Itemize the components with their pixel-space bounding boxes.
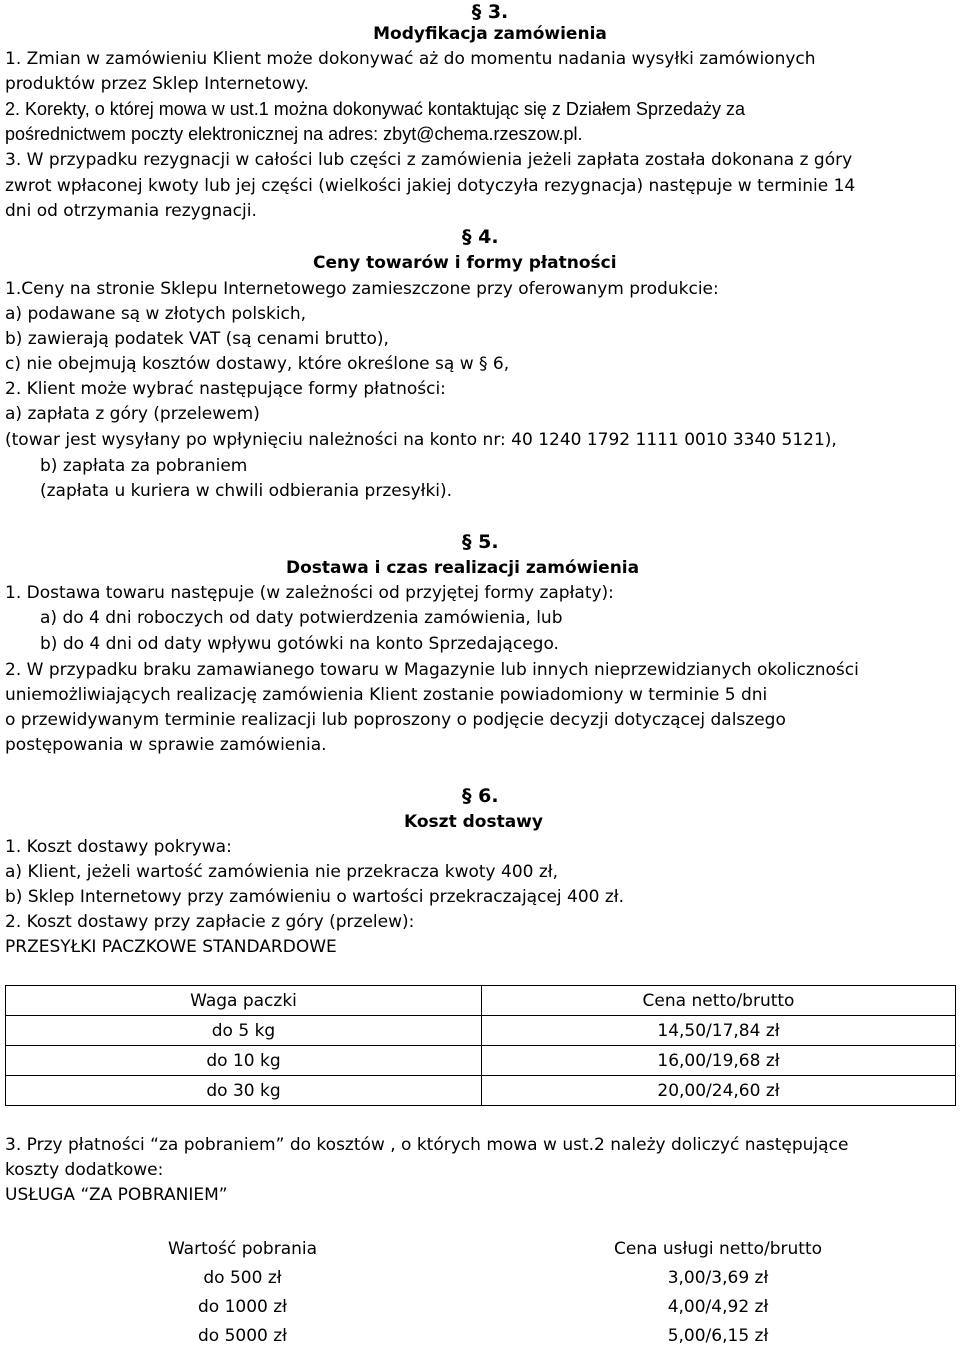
section-4-line: 2. Klient może wybrać następujące formy płatności:	[5, 379, 446, 399]
section-6-line: PRZESYŁKI PACZKOWE STANDARDOWE	[5, 937, 337, 957]
table-row	[6, 1016, 956, 1046]
section-6-line: 2. Koszt dostawy przy zapłacie z góry (przelew):	[5, 912, 415, 932]
section-5-line: postępowania w sprawie zamówienia.	[5, 735, 327, 755]
table-row	[5, 1321, 956, 1350]
table-cell: do 5000 zł	[197, 1325, 288, 1346]
section-3-line: dni od otrzymania rezygnacji.	[5, 201, 257, 221]
section-4-number: § 4.	[462, 226, 499, 248]
section-4-line: a) podawane są w złotych polskich,	[5, 304, 307, 324]
table-cell: 16,00/19,68 zł	[482, 1046, 956, 1076]
section-6-line: 3. Przy płatności “za pobraniem” do kosztów , o których mowa w ust.2 należy doliczyć następujące	[5, 1135, 849, 1155]
section-5-line: 1. Dostawa towaru następuje (w zależności od przyjętej formy zapłaty):	[5, 583, 614, 603]
section-3-title: Modyfikacja zamówienia	[373, 24, 607, 44]
table-header-row	[5, 1234, 956, 1263]
section-4-line: (zapłata u kuriera w chwili odbierania przesyłki).	[40, 481, 453, 501]
section-5-number: § 5.	[462, 531, 499, 553]
section-3-line: zwrot wpłaconej kwoty lub jej części (wielkości jakiej dotyczyła rezygnacja) następuje w terminie 14	[5, 176, 856, 196]
section-6-line: koszty dodatkowe:	[5, 1160, 164, 1180]
table-cell: 4,00/4,92 zł	[667, 1296, 769, 1317]
section-3-line: 2. Korekty, o której mowa w ust.1 można dokonywać kontaktując się z Działem Sprzedaży za	[5, 99, 745, 119]
section-4-line: b) zapłata za pobraniem	[40, 456, 248, 476]
table-cell: 5,00/6,15 zł	[667, 1325, 769, 1346]
section-6-title: Koszt dostawy	[404, 812, 543, 832]
delivery-cost-table	[5, 985, 956, 1106]
table-cell: do 1000 zł	[197, 1296, 288, 1317]
section-5-title: Dostawa i czas realizacji zamówienia	[286, 558, 640, 578]
table-row	[5, 1263, 956, 1292]
section-4-line: b) zawierają podatek VAT (są cenami brutto),	[5, 329, 389, 349]
section-4-line: (towar jest wysyłany po wpłynięciu należności na konto nr: 40 1240 1792 1111 0010 3340 5121),	[5, 430, 837, 450]
section-6-line: a) Klient, jeżeli wartość zamówienia nie przekracza kwoty 400 zł,	[5, 862, 559, 882]
section-5-line: a) do 4 dni roboczych od daty potwierdzenia zamówienia, lub	[40, 608, 563, 628]
section-5-line: b) do 4 dni od daty wpływu gotówki na konto Sprzedającego.	[40, 634, 559, 654]
section-6-line: b) Sklep Internetowy przy zamówieniu o wartości przekraczającej 400 zł.	[5, 887, 625, 907]
section-3-line: 3. W przypadku rezygnacji w całości lub części z zamówienia jeżeli zapłata została dokonana z góry	[5, 150, 853, 170]
table-header-cell: Cena netto/brutto	[482, 986, 956, 1016]
section-5-line: 2. W przypadku braku zamawianego towaru w Magazynie lub innych nieprzewidzianych okoliczności	[5, 660, 859, 680]
section-6-number: § 6.	[462, 785, 499, 807]
table-cell: 3,00/3,69 zł	[667, 1267, 769, 1288]
section-3-number: § 3.	[471, 1, 509, 23]
table-row	[6, 1046, 956, 1076]
table-cell: do 10 kg	[6, 1046, 482, 1076]
table-cell: do 30 kg	[6, 1076, 482, 1106]
table-cell: 20,00/24,60 zł	[482, 1076, 956, 1106]
table-cell: do 500 zł	[203, 1267, 282, 1288]
table-row	[5, 1292, 956, 1321]
section-4-line: a) zapłata z góry (przelewem)	[5, 404, 260, 424]
section-4-title: Ceny towarów i formy płatności	[313, 253, 617, 273]
section-4-line: 1.Ceny na stronie Sklepu Internetowego zamieszczone przy oferowanym produkcie:	[5, 279, 719, 299]
table-cell: do 5 kg	[6, 1016, 482, 1046]
section-3-line: 1. Zmian w zamówieniu Klient może dokonywać aż do momentu nadania wysyłki zamówionych	[5, 49, 816, 69]
section-6-line: USŁUGA “ZA POBRANIEM”	[5, 1185, 228, 1205]
table-row	[6, 1076, 956, 1106]
table-header-cell: Waga paczki	[6, 986, 482, 1016]
section-3-line: produktów przez Sklep Internetowy.	[5, 74, 309, 94]
cod-fee-table	[5, 1234, 956, 1350]
section-5-line: o przewidywanym terminie realizacji lub poproszony o podjęcie decyzji dotyczącej dalszego	[5, 710, 786, 730]
section-4-line: c) nie obejmują kosztów dostawy, które określone są w § 6,	[5, 354, 510, 374]
table-cell: 14,50/17,84 zł	[482, 1016, 956, 1046]
table-header-cell: Cena usługi netto/brutto	[613, 1238, 823, 1259]
section-5-line: uniemożliwiających realizację zamówienia Klient zostanie powiadomiony w terminie 5 dni	[5, 685, 768, 705]
table-header-cell: Wartość pobrania	[167, 1238, 318, 1259]
table-header-row	[6, 986, 956, 1016]
section-6-line: 1. Koszt dostawy pokrywa:	[5, 837, 232, 857]
section-3-line: pośrednictwem poczty elektronicznej na adres: zbyt@chema.rzeszow.pl.	[5, 124, 583, 144]
